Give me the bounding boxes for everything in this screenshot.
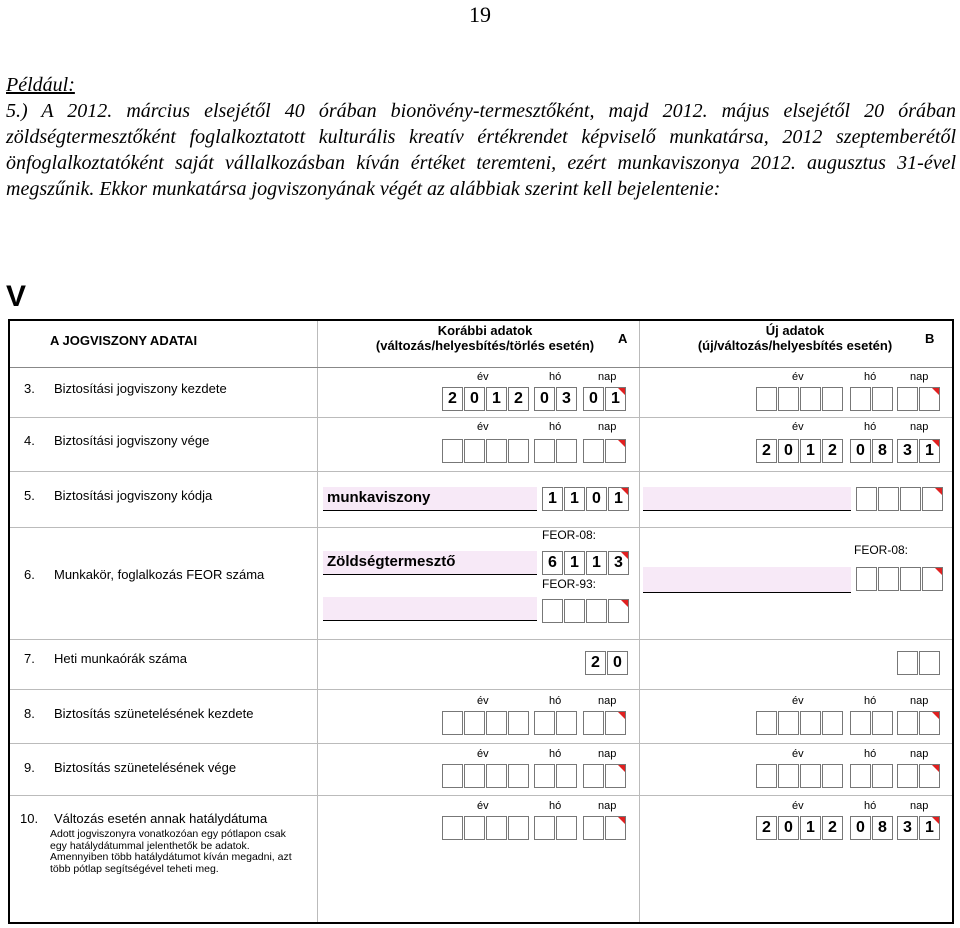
- row-label: Változás esetén annak hatálydátuma: [54, 811, 268, 826]
- row-number: 4.: [24, 433, 35, 448]
- cap-nap: nap: [910, 695, 929, 707]
- form-header: [10, 321, 952, 368]
- digit-box[interactable]: [583, 764, 604, 788]
- a-month-boxes: [534, 764, 578, 788]
- digit-box[interactable]: [442, 711, 463, 735]
- b-year-boxes: [756, 711, 844, 735]
- feor93-label: FEOR-93:: [542, 577, 597, 591]
- digit-box[interactable]: [486, 816, 507, 840]
- digit-box[interactable]: 0: [850, 816, 871, 840]
- example-label: Például:: [6, 74, 75, 96]
- a-day-boxes: [583, 816, 627, 840]
- cap-ev: év: [477, 371, 489, 383]
- section-letter: V: [6, 280, 27, 313]
- cap-ev: év: [477, 748, 489, 760]
- cap-nap: nap: [910, 800, 929, 812]
- digit-box[interactable]: [919, 651, 940, 675]
- row-number: 6.: [24, 567, 35, 582]
- cap-ho: hó: [864, 421, 877, 433]
- b-month-boxes: [850, 711, 894, 735]
- digit-box[interactable]: [534, 711, 555, 735]
- digit-box[interactable]: [486, 764, 507, 788]
- digit-box[interactable]: [583, 816, 604, 840]
- row-9: [10, 743, 952, 796]
- row-3: [10, 367, 952, 418]
- digit-box[interactable]: 2: [756, 816, 777, 840]
- digit-box[interactable]: [800, 387, 821, 411]
- digit-box[interactable]: 2: [442, 387, 463, 411]
- cap-ho: hó: [549, 421, 562, 433]
- digit-box[interactable]: [872, 711, 893, 735]
- digit-box[interactable]: 1: [486, 387, 507, 411]
- digit-box[interactable]: 0: [586, 487, 607, 511]
- digit-box[interactable]: 2: [822, 439, 843, 463]
- digit-box[interactable]: [605, 764, 626, 788]
- row-label: Munkakör, foglalkozás FEOR száma: [54, 567, 265, 582]
- cap-ev: év: [792, 748, 804, 760]
- digit-box[interactable]: [605, 816, 626, 840]
- a-year-boxes: [442, 387, 530, 411]
- b-code-text-field[interactable]: [643, 487, 851, 511]
- column-b-title: Új adatok: [765, 323, 825, 338]
- digit-box[interactable]: 1: [542, 487, 563, 511]
- digit-box[interactable]: 2: [756, 439, 777, 463]
- cap-ho: hó: [549, 371, 562, 383]
- cap-ho: hó: [549, 748, 562, 760]
- cap-ho: hó: [864, 748, 877, 760]
- digit-box[interactable]: [586, 599, 607, 623]
- column-a-title: Korábbi adatok: [437, 323, 533, 338]
- digit-box[interactable]: [534, 439, 555, 463]
- cap-ev: év: [477, 695, 489, 707]
- form-title: A JOGVISZONY ADATAI: [50, 333, 198, 348]
- digit-box[interactable]: 2: [585, 651, 606, 675]
- cap-ho: hó: [864, 695, 877, 707]
- a-month-boxes: [534, 816, 578, 840]
- digit-box[interactable]: 2: [822, 816, 843, 840]
- cap-ev: év: [792, 371, 804, 383]
- row-label: Heti munkaórák száma: [54, 651, 187, 666]
- cap-ev: év: [792, 421, 804, 433]
- digit-box[interactable]: [878, 567, 899, 591]
- digit-box[interactable]: [900, 567, 921, 591]
- a-day-boxes: [583, 387, 627, 411]
- row-10: [10, 795, 952, 924]
- feor08-label-b: FEOR-08:: [854, 543, 909, 557]
- digit-box[interactable]: [508, 711, 529, 735]
- row-number: 8.: [24, 706, 35, 721]
- column-b-subtitle: (új/változás/helyesbítés esetén): [697, 338, 893, 353]
- cap-nap: nap: [910, 748, 929, 760]
- digit-box[interactable]: [856, 567, 877, 591]
- cap-ev: év: [792, 695, 804, 707]
- a-year-boxes: [442, 764, 530, 788]
- row-number: 7.: [24, 651, 35, 666]
- row-number: 3.: [24, 381, 35, 396]
- row-6: [10, 527, 952, 640]
- digit-box[interactable]: 1: [800, 439, 821, 463]
- row-5: [10, 471, 952, 528]
- b-month-boxes: [850, 387, 894, 411]
- digit-box[interactable]: [878, 487, 899, 511]
- a-occupation-field[interactable]: Zöldségtermesztő: [323, 551, 537, 575]
- a-month-boxes: [534, 387, 578, 411]
- digit-box[interactable]: [542, 599, 563, 623]
- digit-box[interactable]: [556, 439, 577, 463]
- a-day-boxes: [583, 439, 627, 463]
- digit-box[interactable]: [464, 816, 485, 840]
- column-a-letter: A: [618, 331, 628, 346]
- digit-box[interactable]: [822, 711, 843, 735]
- digit-box[interactable]: [897, 711, 918, 735]
- digit-box[interactable]: 8: [872, 439, 893, 463]
- digit-box[interactable]: [583, 711, 604, 735]
- digit-box[interactable]: [897, 651, 918, 675]
- row-number: 9.: [24, 760, 35, 775]
- a-year-boxes: [442, 711, 530, 735]
- digit-box[interactable]: [556, 711, 577, 735]
- digit-box[interactable]: [756, 711, 777, 735]
- page-number: 19: [469, 2, 491, 27]
- a-day-boxes: [583, 711, 627, 735]
- digit-box[interactable]: [464, 711, 485, 735]
- a-code-boxes: [542, 487, 630, 511]
- cap-ho: hó: [864, 371, 877, 383]
- digit-box[interactable]: 0: [464, 387, 485, 411]
- cap-nap: nap: [598, 748, 617, 760]
- row-label: Biztosítás szünetelésének kezdete: [54, 706, 254, 721]
- digit-box[interactable]: 0: [534, 387, 555, 411]
- b-day-boxes: [897, 439, 941, 463]
- cap-ev: év: [792, 800, 804, 812]
- digit-box[interactable]: [800, 711, 821, 735]
- b-year-boxes: [756, 816, 844, 840]
- row-number: 10.: [20, 811, 39, 826]
- a-month-boxes: [534, 439, 578, 463]
- digit-box[interactable]: [919, 764, 940, 788]
- row-label: Biztosítási jogviszony kezdete: [54, 381, 227, 396]
- a-day-boxes: [583, 764, 627, 788]
- digit-box[interactable]: [872, 764, 893, 788]
- b-occupation-field[interactable]: [643, 567, 851, 593]
- digit-box[interactable]: 1: [564, 551, 585, 575]
- digit-box[interactable]: 3: [608, 551, 629, 575]
- digit-box[interactable]: [556, 764, 577, 788]
- intro-paragraph: [6, 72, 956, 202]
- digit-box[interactable]: [897, 387, 918, 411]
- digit-box[interactable]: [856, 487, 877, 511]
- feor08-label: FEOR-08:: [542, 528, 597, 542]
- digit-box[interactable]: [464, 439, 485, 463]
- b-month-boxes: [850, 764, 894, 788]
- column-b-heading: [670, 323, 920, 353]
- digit-box[interactable]: [508, 816, 529, 840]
- digit-box[interactable]: [778, 764, 799, 788]
- digit-box[interactable]: [800, 764, 821, 788]
- row-label: Biztosítási jogviszony kódja: [54, 488, 213, 503]
- digit-box[interactable]: [822, 387, 843, 411]
- a-year-boxes: [442, 816, 530, 840]
- digit-box[interactable]: 1: [608, 487, 629, 511]
- digit-box[interactable]: 1: [586, 551, 607, 575]
- digit-box[interactable]: 1: [919, 816, 940, 840]
- b-year-boxes: [756, 387, 844, 411]
- digit-box[interactable]: 3: [897, 816, 918, 840]
- a-occupation-field-2[interactable]: [323, 597, 537, 621]
- row-number: 5.: [24, 488, 35, 503]
- b-month-boxes: [850, 816, 894, 840]
- cap-ev: év: [477, 421, 489, 433]
- digit-box[interactable]: 8: [872, 816, 893, 840]
- cap-nap: nap: [598, 371, 617, 383]
- cap-nap: nap: [598, 695, 617, 707]
- cap-nap: nap: [598, 800, 617, 812]
- jogviszony-form: [8, 319, 954, 924]
- digit-box[interactable]: [872, 387, 893, 411]
- digit-box[interactable]: [442, 764, 463, 788]
- digit-box[interactable]: [564, 599, 585, 623]
- cap-nap: nap: [910, 371, 929, 383]
- b-year-boxes: [756, 439, 844, 463]
- a-feor08-boxes: [542, 551, 630, 575]
- digit-box[interactable]: [778, 387, 799, 411]
- digit-box[interactable]: [608, 599, 629, 623]
- b-code-boxes: [856, 487, 944, 511]
- b-day-boxes: [897, 816, 941, 840]
- digit-box[interactable]: [850, 764, 871, 788]
- row-note: Adott jogviszonyra vonatkozóan egy pótlapon csak egy hatálydátummal jelenthetők be adatok. Amennyiben több hatálydátumot kíván megadni, azt több pótlap segítségével teheti meg.: [50, 828, 292, 875]
- digit-box[interactable]: 0: [778, 816, 799, 840]
- digit-box[interactable]: [756, 387, 777, 411]
- row-7: [10, 639, 952, 690]
- digit-box[interactable]: [442, 439, 463, 463]
- digit-box[interactable]: 6: [542, 551, 563, 575]
- a-code-text-field[interactable]: munkaviszony: [323, 487, 537, 511]
- digit-box[interactable]: 1: [564, 487, 585, 511]
- digit-box[interactable]: [556, 816, 577, 840]
- cap-ho: hó: [549, 695, 562, 707]
- b-day-boxes: [897, 764, 941, 788]
- digit-box[interactable]: [534, 816, 555, 840]
- row-8: [10, 689, 952, 744]
- digit-box[interactable]: [897, 764, 918, 788]
- digit-box[interactable]: [778, 711, 799, 735]
- a-hours-boxes: [585, 651, 629, 675]
- column-a-subtitle: (változás/helyesbítés/törlés esetén): [375, 338, 595, 353]
- cap-ho: hó: [549, 800, 562, 812]
- digit-box[interactable]: [583, 439, 604, 463]
- digit-box[interactable]: 1: [919, 439, 940, 463]
- cap-ho: hó: [864, 800, 877, 812]
- digit-box[interactable]: 0: [607, 651, 628, 675]
- cap-ev: év: [477, 800, 489, 812]
- intro-text: 5.) A 2012. március elsejétől 40 órában bionövény-termesztőként, majd 2012. május elsejétől 20 órában zöldségtermesztőként foglalkoztatott kulturális kreatív értékrendet képviselő munkatársa, 2012 szeptemberétől önfoglalkoztatóként saját vállalkozásban kíván értéket teremteni, ezért munkaviszonya 2012. augusztus 31-ével megszűnik. Ekkor munkatársa jogviszonyának végét az alábbiak szerint kell bejelentenie:: [6, 100, 956, 200]
- digit-box[interactable]: [822, 764, 843, 788]
- b-hours-boxes: [897, 651, 941, 675]
- row-4: [10, 417, 952, 472]
- b-year-boxes: [756, 764, 844, 788]
- digit-box[interactable]: [850, 387, 871, 411]
- digit-box[interactable]: 0: [583, 387, 604, 411]
- digit-box[interactable]: [919, 711, 940, 735]
- digit-box[interactable]: [534, 764, 555, 788]
- digit-box[interactable]: [442, 816, 463, 840]
- digit-box[interactable]: [756, 764, 777, 788]
- digit-box[interactable]: [508, 439, 529, 463]
- digit-box[interactable]: [605, 711, 626, 735]
- b-feor08-boxes: [856, 567, 944, 591]
- digit-box[interactable]: [922, 567, 943, 591]
- row-label: Biztosítási jogviszony vége: [54, 433, 210, 448]
- b-day-boxes: [897, 711, 941, 735]
- digit-box[interactable]: 0: [850, 439, 871, 463]
- digit-box[interactable]: [486, 439, 507, 463]
- digit-box[interactable]: 2: [508, 387, 529, 411]
- digit-box[interactable]: [850, 711, 871, 735]
- cap-nap: nap: [910, 421, 929, 433]
- digit-box[interactable]: 1: [800, 816, 821, 840]
- digit-box[interactable]: 3: [897, 439, 918, 463]
- digit-box[interactable]: [605, 439, 626, 463]
- row-label: Biztosítás szünetelésének vége: [54, 760, 237, 775]
- digit-box[interactable]: 0: [778, 439, 799, 463]
- column-b-letter: B: [925, 331, 935, 346]
- a-feor93-boxes: [542, 599, 630, 623]
- digit-box[interactable]: [486, 711, 507, 735]
- digit-box[interactable]: [508, 764, 529, 788]
- digit-box[interactable]: 1: [605, 387, 626, 411]
- digit-box[interactable]: [919, 387, 940, 411]
- b-day-boxes: [897, 387, 941, 411]
- cap-nap: nap: [598, 421, 617, 433]
- digit-box[interactable]: 3: [556, 387, 577, 411]
- a-year-boxes: [442, 439, 530, 463]
- a-month-boxes: [534, 711, 578, 735]
- column-a-heading: [350, 323, 620, 353]
- digit-box[interactable]: [900, 487, 921, 511]
- digit-box[interactable]: [464, 764, 485, 788]
- digit-box[interactable]: [922, 487, 943, 511]
- b-month-boxes: [850, 439, 894, 463]
